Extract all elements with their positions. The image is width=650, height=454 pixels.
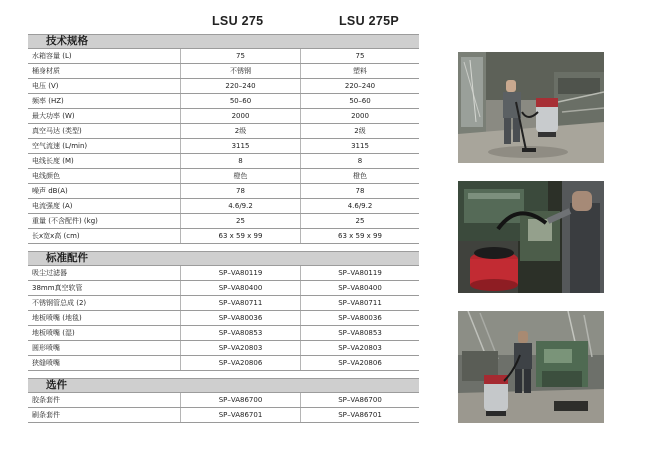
table-row	[28, 139, 419, 154]
table-row	[28, 64, 419, 79]
lsu275p-value: 50–60	[349, 97, 371, 105]
lsu275p-value: SP–VA80036	[338, 314, 382, 322]
lsu275-value: SP–VA80853	[181, 326, 301, 340]
table-row	[28, 94, 419, 109]
model-header	[0, 14, 430, 30]
lsu275p-value: 3115	[351, 142, 369, 150]
row-label: 电压 (V)	[28, 79, 181, 93]
table-row	[28, 184, 419, 199]
lsu275-value: 75	[181, 49, 301, 63]
row-label: 吸尘过滤器	[28, 266, 181, 280]
row-label: 电线长度 (M)	[28, 154, 181, 168]
lsu275-value: 25	[181, 214, 301, 228]
accessories-table	[28, 251, 419, 371]
photo-vacuum-cleaning-machine	[458, 181, 604, 293]
lsu275p-value: SP–VA86700	[338, 396, 382, 404]
lsu275p-value: SP–VA80400	[338, 284, 382, 292]
lsu275p-value: 25	[355, 217, 365, 225]
lsu275-value: 4.6/9.2	[181, 199, 301, 213]
row-label: 空气流速 (L/min)	[28, 139, 181, 153]
row-label: 频率 (HZ)	[28, 94, 181, 108]
options-table	[28, 378, 419, 423]
row-label: 胶条套件	[28, 393, 181, 407]
row-label: 地板喷嘴 (地毯)	[28, 311, 181, 325]
lsu275p-value: 橙色	[353, 172, 367, 180]
table-row	[28, 229, 419, 244]
row-label: 噪声 dB(A)	[28, 184, 181, 198]
lsu275-value: SP–VA80400	[181, 281, 301, 295]
row-label: 水箱容量 (L)	[28, 49, 181, 63]
section-title: 标准配件	[28, 251, 419, 266]
row-label: 电线颜色	[28, 169, 181, 183]
photo-worker-vacuuming-floor	[458, 52, 604, 163]
row-label: 地板喷嘴 (湿)	[28, 326, 181, 340]
table-row	[28, 296, 419, 311]
lsu275-value: SP–VA20803	[181, 341, 301, 355]
table-row	[28, 154, 419, 169]
lsu275p-value: SP–VA80711	[338, 299, 382, 307]
lsu275p-value: 2级	[354, 127, 366, 135]
spec-table	[28, 34, 419, 244]
table-row	[28, 109, 419, 124]
lsu275-value: 2级	[181, 124, 301, 138]
lsu275p-value: 8	[357, 157, 363, 165]
lsu275-value: 8	[181, 154, 301, 168]
table-row	[28, 408, 419, 423]
row-label: 桶身材质	[28, 64, 181, 78]
table-row	[28, 281, 419, 296]
lsu275p-value: 4.6/9.2	[347, 202, 373, 210]
section-title: 技术规格	[28, 34, 419, 49]
lsu275p-value: 78	[355, 187, 365, 195]
lsu275p-value: 220–240	[344, 82, 376, 90]
table-row	[28, 124, 419, 139]
lsu275-value: SP–VA80036	[181, 311, 301, 325]
lsu275p-value: SP–VA20803	[338, 344, 382, 352]
lsu275-value: 220–240	[181, 79, 301, 93]
lsu275p-value: SP–VA80853	[338, 329, 382, 337]
lsu275-value: 50–60	[181, 94, 301, 108]
table-row	[28, 393, 419, 408]
lsu275p-value: 75	[355, 52, 365, 60]
model-lsu-275: LSU 275	[212, 14, 264, 28]
row-label: 狭缝喷嘴	[28, 356, 181, 370]
lsu275p-value: SP–VA86701	[338, 411, 382, 419]
lsu275-value: 2000	[181, 109, 301, 123]
photo-workshop-vacuum	[458, 311, 604, 423]
lsu275-value: SP–VA80119	[181, 266, 301, 280]
table-row	[28, 199, 419, 214]
row-label: 重量 (不含配件) (kg)	[28, 214, 181, 228]
row-label: 电流强度 (A)	[28, 199, 181, 213]
row-label: 刷条套件	[28, 408, 181, 422]
table-row	[28, 214, 419, 229]
table-row	[28, 341, 419, 356]
row-label: 最大功率 (W)	[28, 109, 181, 123]
row-label: 真空马达 (类型)	[28, 124, 181, 138]
table-row	[28, 79, 419, 94]
lsu275p-value: 塑料	[353, 67, 367, 75]
lsu275-value: SP–VA80711	[181, 296, 301, 310]
table-row	[28, 326, 419, 341]
lsu275-value: SP–VA20806	[181, 356, 301, 370]
lsu275-value: 3115	[181, 139, 301, 153]
lsu275-value: 78	[181, 184, 301, 198]
lsu275-value: 橙色	[181, 169, 301, 183]
row-label: 38mm真空软管	[28, 281, 181, 295]
table-row	[28, 49, 419, 64]
lsu275p-value: 63 x 59 x 99	[338, 232, 382, 240]
lsu275p-value: SP–VA20806	[338, 359, 382, 367]
lsu275-value: SP–VA86701	[181, 408, 301, 422]
table-row	[28, 356, 419, 371]
lsu275p-value: 2000	[351, 112, 369, 120]
lsu275-value: SP–VA86700	[181, 393, 301, 407]
table-row	[28, 266, 419, 281]
row-label: 圆形喷嘴	[28, 341, 181, 355]
table-row	[28, 311, 419, 326]
lsu275p-value: SP–VA80119	[338, 269, 382, 277]
table-row	[28, 169, 419, 184]
row-label: 长x宽x高 (cm)	[28, 229, 181, 243]
lsu275-value: 63 x 59 x 99	[181, 229, 301, 243]
model-lsu-275p: LSU 275P	[339, 14, 400, 28]
lsu275-value: 不锈钢	[181, 64, 301, 78]
row-label: 不锈钢管总成 (2)	[28, 296, 181, 310]
section-title: 选件	[28, 378, 419, 393]
